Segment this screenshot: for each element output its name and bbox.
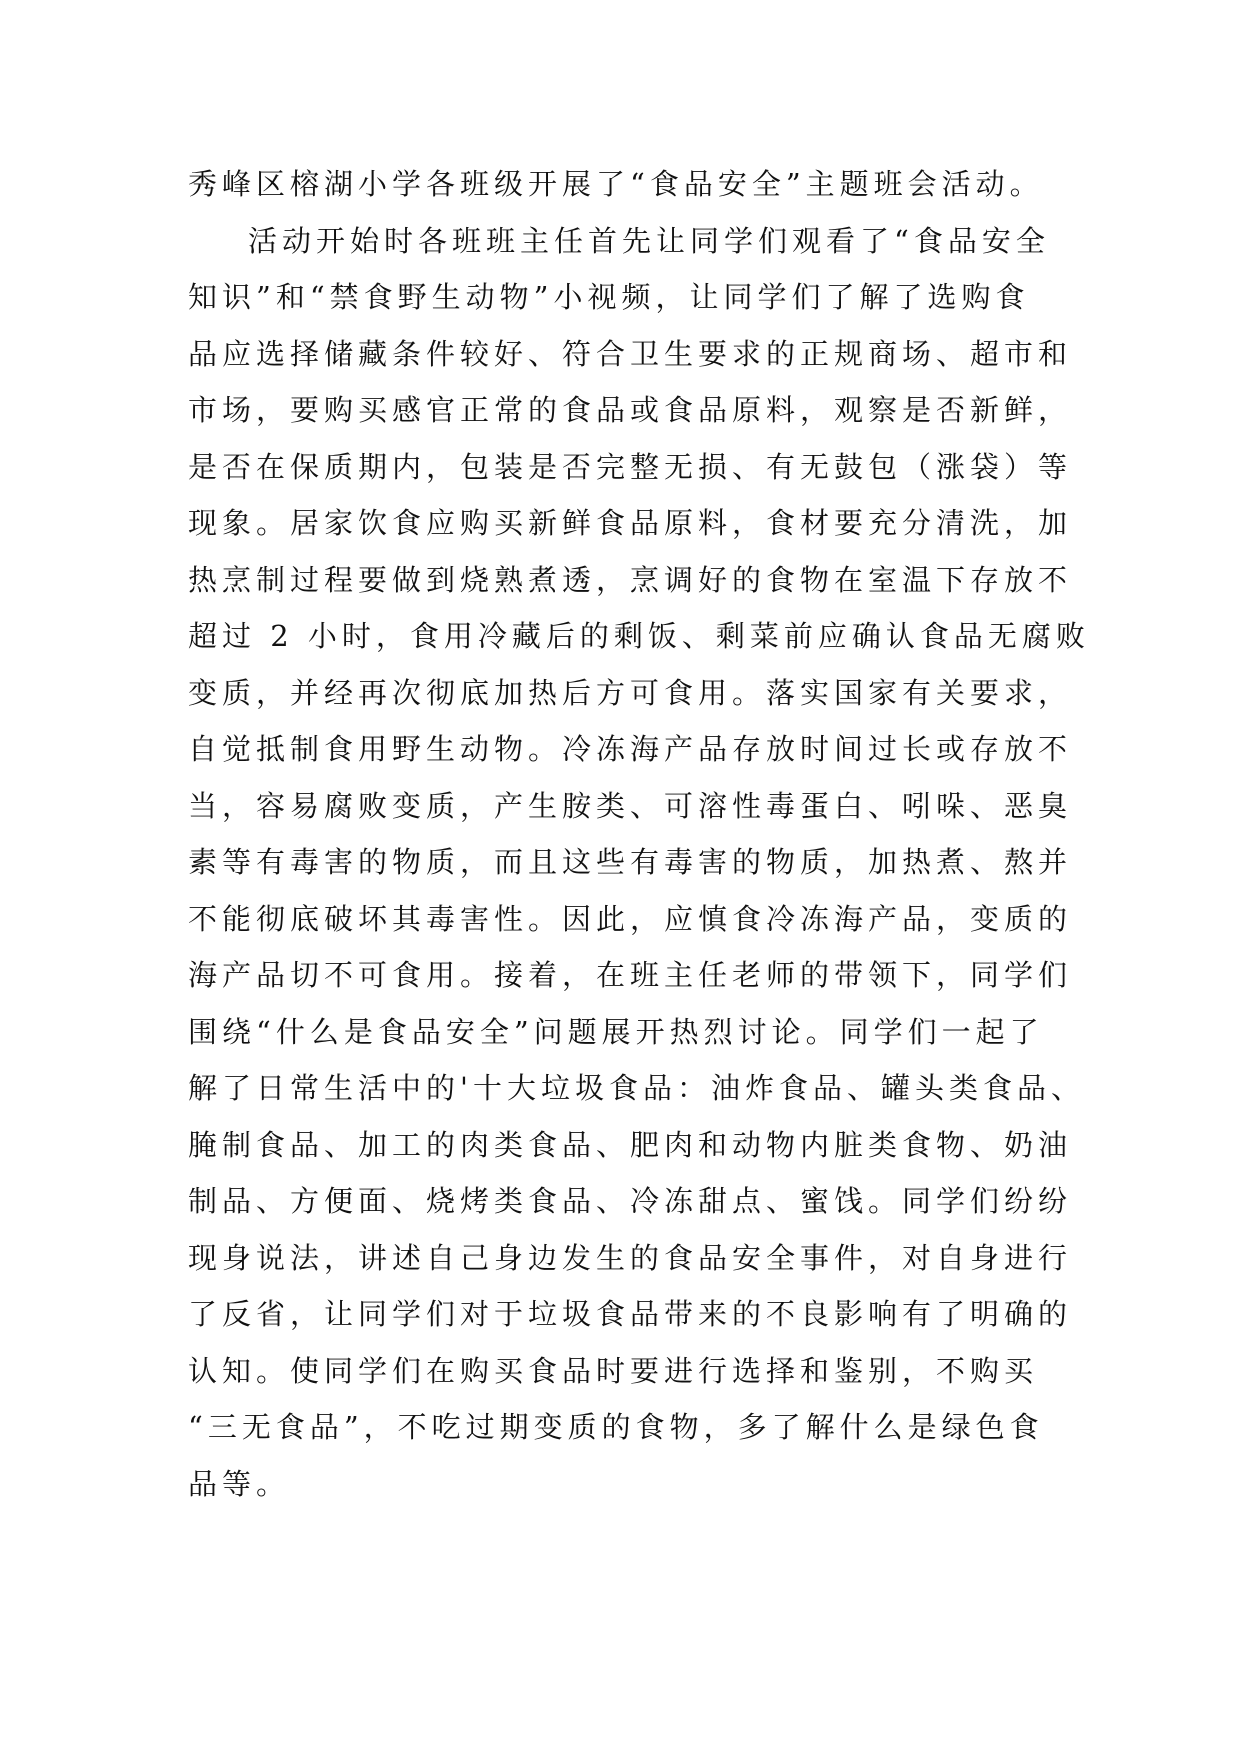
text-line: 围绕“什么是食品安全”问题展开热烈讨论。同学们一起了 <box>188 1014 1044 1049</box>
text-line: 不能彻底破坏其毒害性。因此，应慎食冷冻海产品，变质的 <box>188 901 1073 936</box>
text-line: 品等。 <box>188 1466 291 1501</box>
body-text <box>188 156 1090 1512</box>
text-line: 制品、方便面、烧烤类食品、冷冻甜点、蜜饯。同学们纷纷 <box>188 1184 1073 1218</box>
text-line: 认知。使同学们在购买食品时要进行选择和鉴别，不购买 <box>188 1353 1039 1388</box>
text-line: 超过 2 小时，食用冷藏后的剩饭、剩菜前应确认食品无腐败 <box>188 619 1090 653</box>
text-line: 活动开始时各班班主任首先让同学们观看了“食品安全 <box>248 223 1050 258</box>
text-line: 是否在保质期内，包装是否完整无损、有无鼓包（涨袋）等 <box>188 449 1073 484</box>
text-line: 自觉抵制食用野生动物。冷冻海产品存放时间过长或存放不 <box>188 732 1073 766</box>
text-line: 热烹制过程要做到烧熟煮透，烹调好的食物在室温下存放不 <box>188 562 1073 597</box>
text-line: 现身说法，讲述自己身边发生的食品安全事件，对自身进行 <box>188 1240 1073 1275</box>
text-line: 品应选择储藏条件较好、符合卫生要求的正规商场、超市和 <box>188 336 1073 371</box>
text-line: 海产品切不可食用。接着，在班主任老师的带领下，同学们 <box>188 958 1073 992</box>
text-line: “三无食品”，不吃过期变质的食物，多了解什么是绿色食 <box>188 1410 1044 1444</box>
text-line: 了反省，让同学们对于垃圾食品带来的不良影响有了明确的 <box>188 1297 1073 1331</box>
text-line: 解了日常生活中的'十大垃圾食品：油炸食品、罐头类食品、 <box>188 1071 1085 1105</box>
text-line: 现象。居家饮食应购买新鲜食品原料，食材要充分清洗，加 <box>188 506 1073 540</box>
text-line: 腌制食品、加工的肉类食品、肥肉和动物内脏类食物、奶油 <box>188 1127 1073 1162</box>
text-line: 变质，并经再次彻底加热后方可食用。落实国家有关要求， <box>188 675 1073 710</box>
text-line: 知识”和“禁食野生动物”小视频，让同学们了解了选购食 <box>188 280 1030 314</box>
text-line: 秀峰区榕湖小学各班级开展了“食品安全”主题班会活动。 <box>188 167 1044 201</box>
text-line: 当，容易腐败变质，产生胺类、可溶性毒蛋白、吲哚、恶臭 <box>188 788 1073 823</box>
text-line: 素等有毒害的物质，而且这些有毒害的物质，加热煮、熬并 <box>188 845 1073 879</box>
text-line: 市场，要购买感官正常的食品或食品原料，观察是否新鲜， <box>188 393 1073 427</box>
